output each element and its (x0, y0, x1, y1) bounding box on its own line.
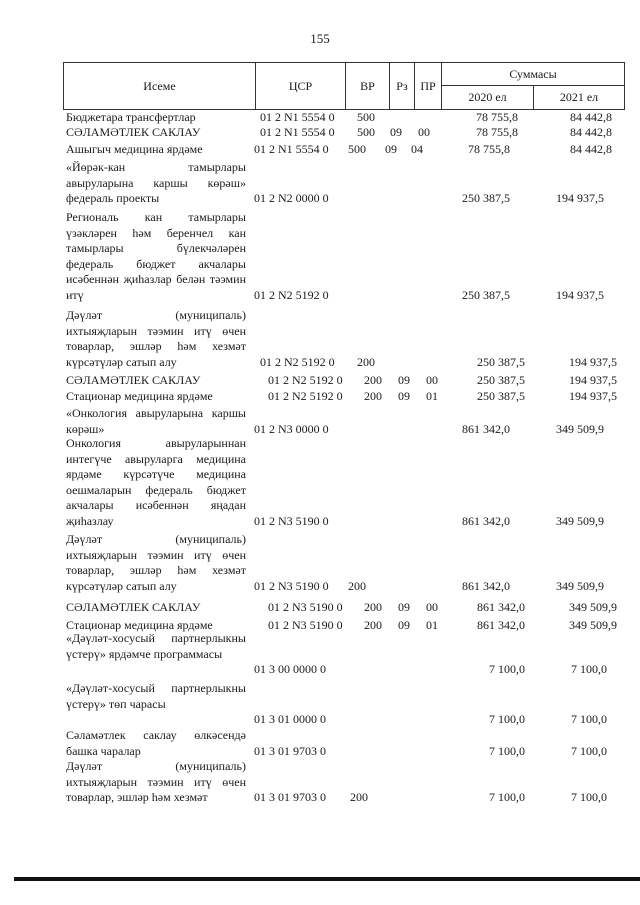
row-sum-2020: 250 387,5 (477, 373, 525, 387)
table-row (0, 308, 640, 370)
row-csr: 01 2 N1 5554 0 (260, 110, 335, 124)
row-vr: 200 (357, 354, 375, 369)
row-vr: 200 (350, 790, 368, 805)
row-sum-2020: 861 342,0 (462, 578, 510, 593)
row-sum-2020: 78 755,8 (476, 125, 518, 139)
row-name: «Дәүләт-хосусый партнерлыкны үстерү» төп чарасы (66, 681, 246, 711)
row-sum-2021: 194 937,5 (556, 288, 604, 302)
row-csr: 01 3 00 0000 0 (254, 662, 326, 677)
row-csr: 01 2 N3 5190 0 (254, 514, 329, 528)
row-csr: 01 2 N1 5554 0 (254, 142, 329, 156)
row-sum-2020: 861 342,0 (477, 618, 525, 632)
table-row (0, 373, 640, 389)
row-sum-2020: 250 387,5 (477, 354, 525, 369)
table-row (0, 532, 640, 594)
row-sum-2021: 349 509,9 (556, 514, 604, 528)
row-rz: 09 (385, 142, 397, 156)
row-rz: 09 (398, 373, 410, 387)
row-name: СӘЛАМӘТЛЕК САКЛАУ (66, 373, 201, 387)
header-sums: Суммасы (442, 63, 624, 86)
table-row (0, 728, 640, 759)
row-name: «Йөрәк-кан тамырлары авыруларына каршы көрәш» федераль проекты (66, 160, 246, 206)
row-sum-2020: 861 342,0 (477, 600, 525, 614)
row-rz: 09 (398, 600, 410, 614)
row-vr: 200 (364, 600, 382, 614)
row-sum-2021: 194 937,5 (556, 191, 604, 206)
row-vr: 500 (357, 125, 375, 139)
row-pr: 01 (426, 618, 438, 632)
row-csr: 01 2 N3 5190 0 (254, 578, 329, 593)
row-csr: 01 2 N2 5192 0 (268, 389, 343, 403)
row-pr: 00 (426, 600, 438, 614)
row-name: Стационар медицина ярдәме (66, 389, 213, 403)
row-name: Дәүләт (муниципаль) ихтыяҗларын тәэмин итү өчен товарлар, эшләр һәм хезмәт (66, 759, 246, 805)
row-sum-2021: 194 937,5 (569, 373, 617, 387)
table-row (0, 389, 640, 405)
table-row (0, 600, 640, 616)
row-sum-2021: 194 937,5 (569, 389, 617, 403)
row-pr: 00 (418, 125, 430, 139)
row-sum-2021: 7 100,0 (571, 662, 607, 677)
row-vr: 200 (364, 389, 382, 403)
row-name: Дәүләт (муниципаль) ихтыяҗларын тәэмин итү өчен товарлар, эшләр һәм хезмәт күрсәтүләр сатып алу (66, 308, 246, 369)
header-2020: 2020 ел (442, 86, 534, 109)
row-vr: 200 (348, 578, 366, 593)
row-sum-2021: 349 509,9 (569, 618, 617, 632)
row-csr: 01 2 N3 0000 0 (254, 421, 329, 436)
row-rz: 09 (390, 125, 402, 139)
row-name: Ашыгыч медицина ярдәме (66, 142, 203, 156)
header-csr: ЦСР (256, 63, 346, 109)
row-csr: 01 2 N3 5190 0 (268, 618, 343, 632)
row-name: Бюджетара трансфертлар (66, 110, 196, 124)
row-sum-2020: 7 100,0 (489, 743, 525, 758)
row-vr: 500 (357, 110, 375, 124)
row-name: Онкология авыруларыннан интегүче авыруларга медицина ярдәме күрсәтүче медицина оешмаларын федераль бюджет акчалары исәбеннән яңадан җиһазлау (66, 436, 246, 528)
row-name: Дәүләт (муниципаль) ихтыяҗларын тәэмин итү өчен товарлар, эшләр һәм хезмәт күрсәтүләр сатып алу (66, 532, 246, 593)
header-vr: ВР (346, 63, 390, 109)
row-csr: 01 2 N2 0000 0 (254, 191, 329, 206)
row-sum-2020: 78 755,8 (468, 142, 510, 156)
table-row (0, 125, 640, 141)
row-name: Региональ кан тамырлары үзәкләрен һәм беренчел кан тамырлары бүлекчәләрен федераль бюджет акчалары исәбеннән җиһазлар белән тәэмин итү (66, 210, 246, 302)
row-sum-2020: 78 755,8 (476, 110, 518, 124)
row-name: Стационар медицина ярдәме (66, 618, 213, 632)
row-pr: 04 (411, 142, 423, 156)
row-sum-2020: 861 342,0 (462, 421, 510, 436)
scan-edge-bottom (14, 877, 640, 881)
row-sum-2021: 7 100,0 (571, 712, 607, 727)
table-row (0, 631, 640, 678)
row-csr: 01 2 N3 5190 0 (268, 600, 343, 614)
page-number: 155 (310, 31, 330, 46)
row-sum-2021: 349 509,9 (569, 600, 617, 614)
header-pr: ПР (415, 63, 442, 109)
row-csr: 01 3 01 9703 0 (254, 743, 326, 758)
row-sum-2021: 84 442,8 (570, 110, 612, 124)
table-row (0, 436, 640, 530)
row-csr: 01 2 N1 5554 0 (260, 125, 335, 139)
row-sum-2020: 7 100,0 (489, 662, 525, 677)
row-name: «Дәүләт-хосусый партнерлыкны үстерү» ярдәмче программасы (66, 631, 246, 661)
row-name: Сәламәтлек саклау өлкәсендә башка чаралар (66, 728, 246, 758)
header-2021: 2021 ел (559, 90, 599, 104)
row-vr: 500 (348, 142, 366, 156)
row-name: «Онкология авыруларына каршы көрәш» (66, 406, 246, 436)
header-name: Исеме (64, 63, 256, 109)
header-rz: Рз (390, 63, 415, 109)
row-vr: 200 (364, 618, 382, 632)
table-row (0, 406, 640, 437)
table-row (0, 681, 640, 728)
row-csr: 01 3 01 0000 0 (254, 712, 326, 727)
row-pr: 00 (426, 373, 438, 387)
row-sum-2020: 7 100,0 (489, 790, 525, 805)
row-sum-2020: 861 342,0 (462, 514, 510, 528)
row-pr: 01 (426, 389, 438, 403)
row-csr: 01 2 N2 5192 0 (254, 288, 329, 302)
row-name: СӘЛАМӘТЛЕК САКЛАУ (66, 125, 201, 139)
row-csr: 01 3 01 9703 0 (254, 790, 326, 805)
row-sum-2020: 250 387,5 (462, 191, 510, 206)
table-row (0, 160, 640, 207)
row-sum-2020: 250 387,5 (462, 288, 510, 302)
row-name: СӘЛАМӘТЛЕК САКЛАУ (66, 600, 201, 614)
table-row (0, 142, 640, 158)
row-csr: 01 2 N2 5192 0 (268, 373, 343, 387)
row-csr: 01 2 N2 5192 0 (260, 354, 335, 369)
row-sum-2021: 349 509,9 (556, 578, 604, 593)
table-row (0, 759, 640, 806)
row-sum-2021: 7 100,0 (571, 790, 607, 805)
row-rz: 09 (398, 389, 410, 403)
row-sum-2021: 349 509,9 (556, 421, 604, 436)
row-sum-2020: 7 100,0 (489, 712, 525, 727)
row-vr: 200 (364, 373, 382, 387)
row-sum-2021: 84 442,8 (570, 142, 612, 156)
table-row (0, 210, 640, 304)
table-header (63, 62, 625, 110)
table-row (0, 110, 640, 126)
row-sum-2021: 194 937,5 (569, 354, 617, 369)
row-rz: 09 (398, 618, 410, 632)
row-sum-2021: 84 442,8 (570, 125, 612, 139)
row-sum-2020: 250 387,5 (477, 389, 525, 403)
row-sum-2021: 7 100,0 (571, 743, 607, 758)
